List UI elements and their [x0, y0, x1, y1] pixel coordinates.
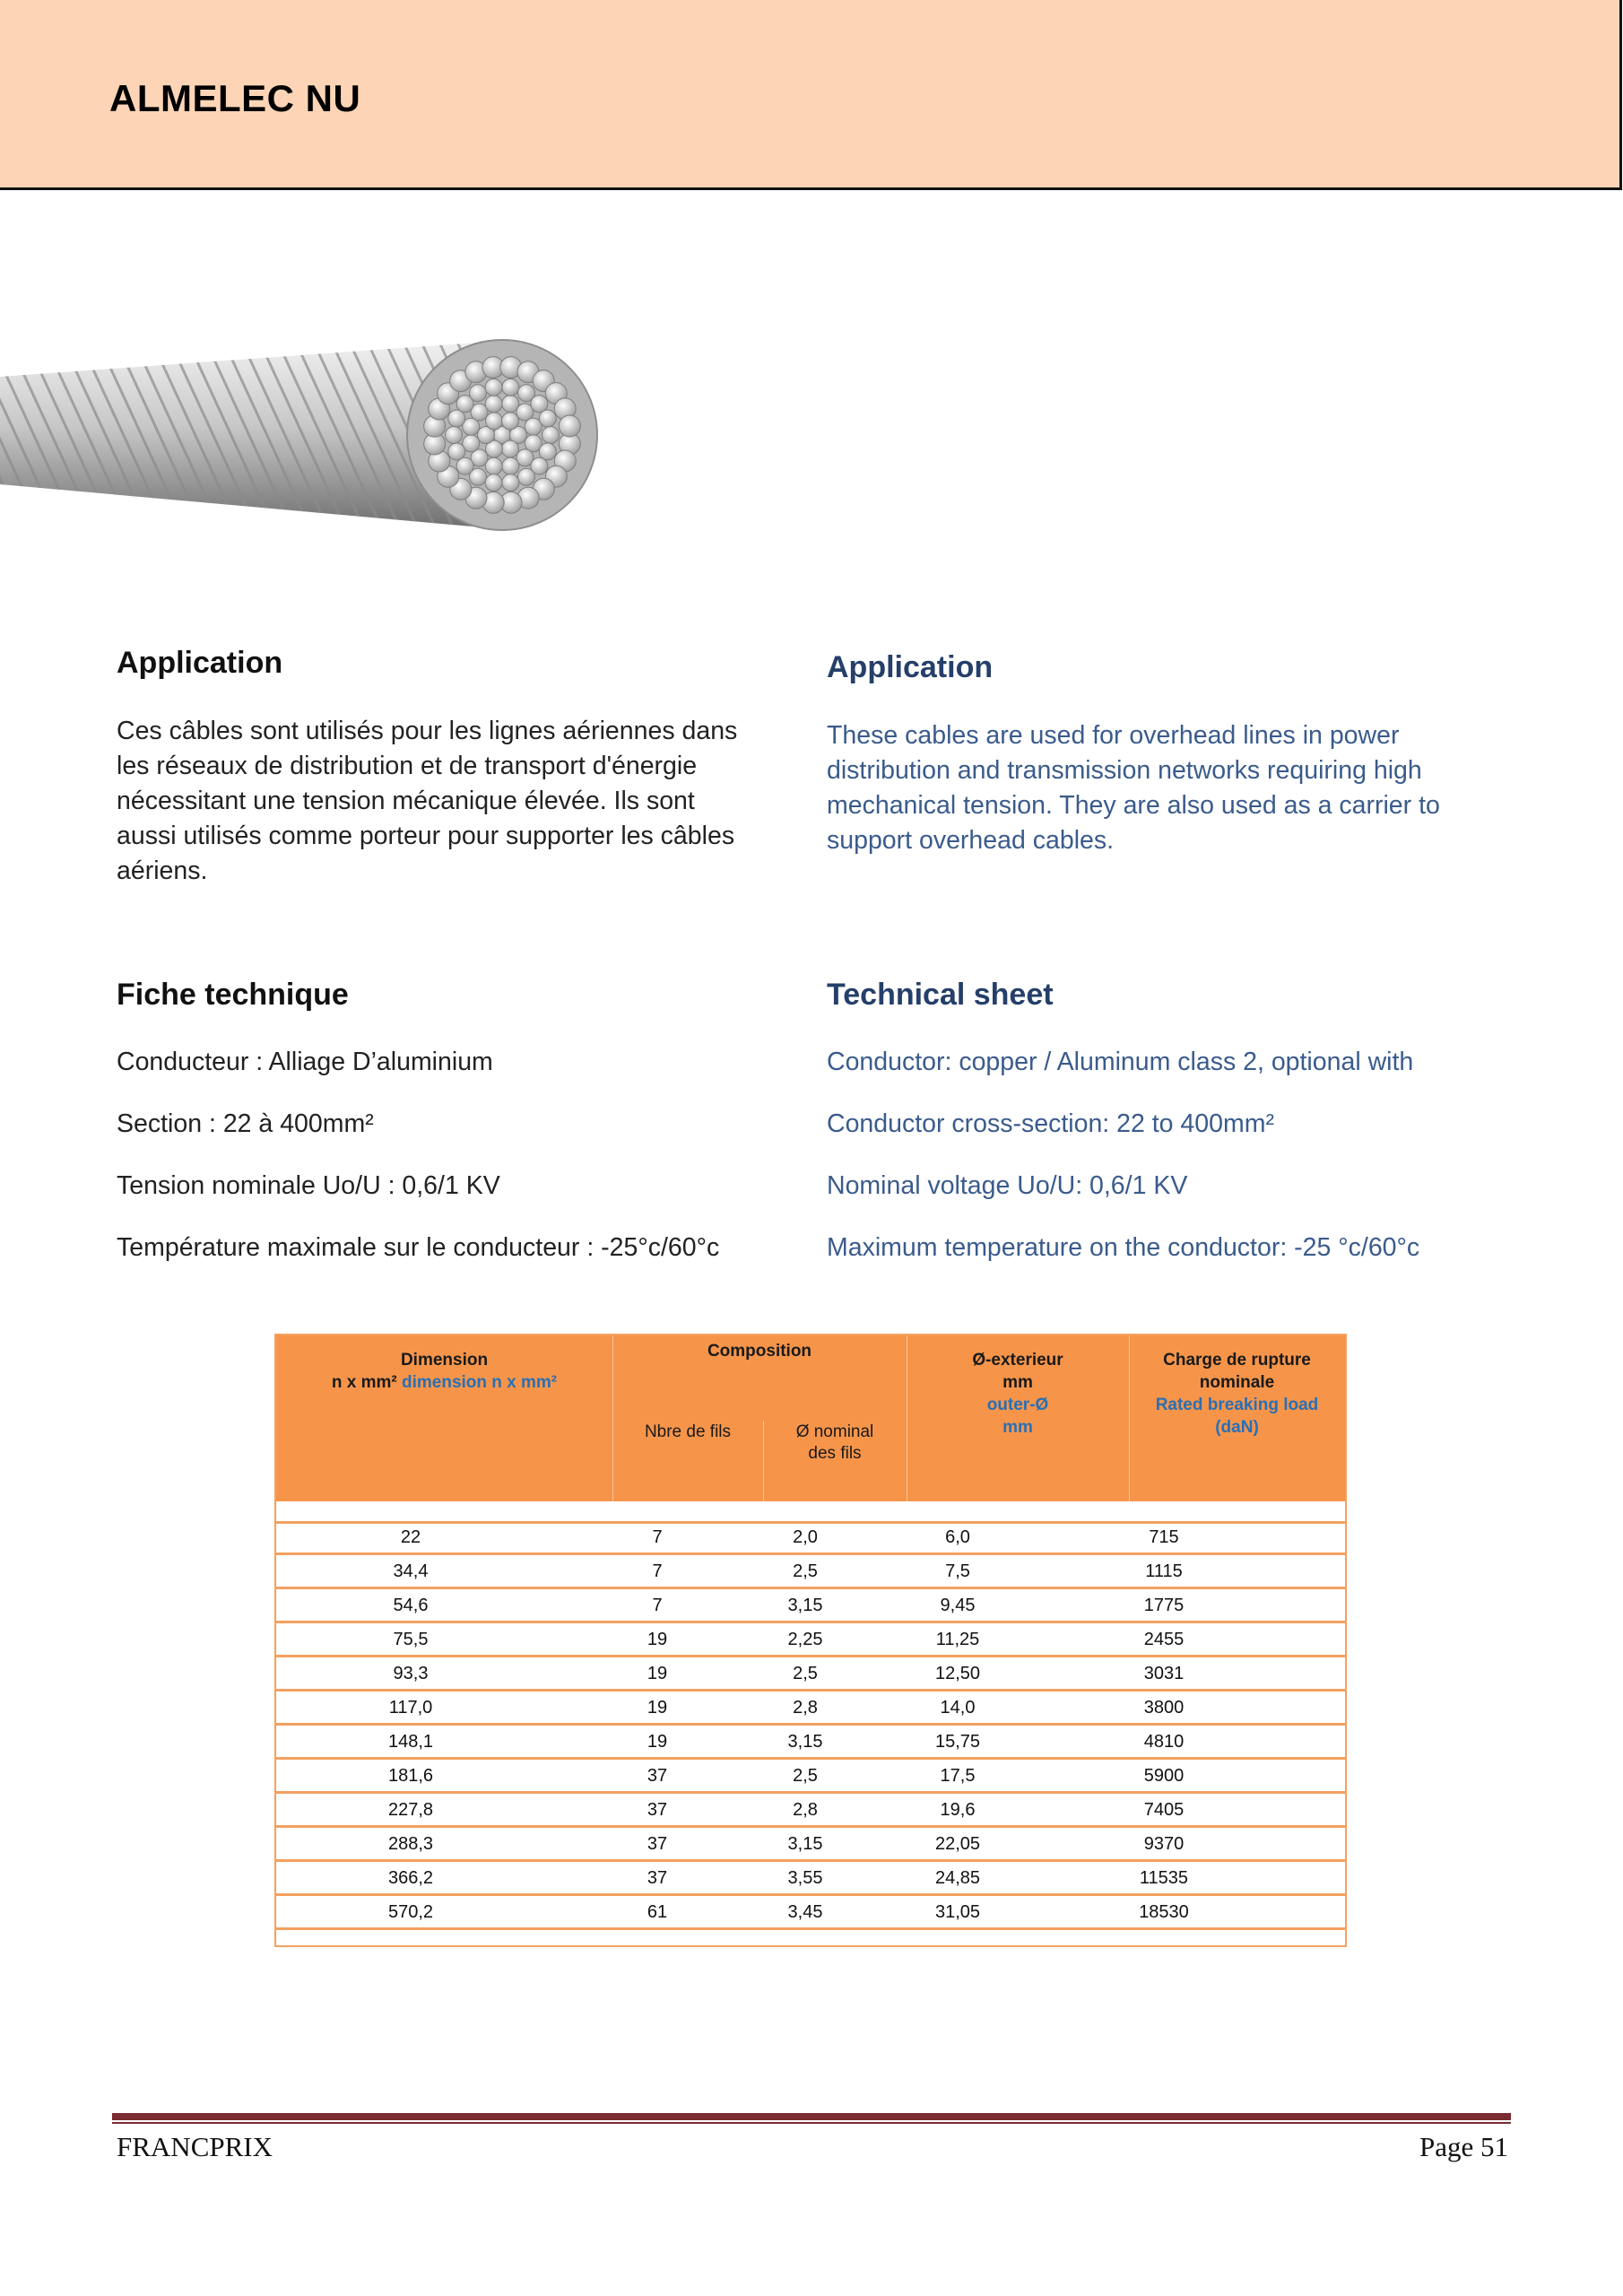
table-row [276, 1865, 1345, 1896]
cell-dimension: 288,3 [387, 1834, 434, 1854]
table-row [276, 1524, 1345, 1555]
table-row [276, 1592, 1345, 1623]
cell-load: 9370 [1143, 1834, 1185, 1854]
cell-dimension: 93,3 [393, 1664, 429, 1683]
cell-exterior: 15,75 [934, 1732, 981, 1752]
header-dimension: Dimension n x mm² dimension n x mm² [331, 1351, 558, 1392]
cell-dimension: 570,2 [387, 1902, 434, 1922]
cell-nominal: 2,0 [793, 1527, 818, 1547]
en-tech-title: Technical sheet [827, 978, 1054, 1012]
cell-nb-fils: 37 [647, 1800, 668, 1820]
cell-load: 1115 [1145, 1561, 1183, 1581]
fr-spec-voltage: Tension nominale Uo/U : 0,6/1 KV [117, 1171, 500, 1200]
cell-nominal: 2,5 [793, 1561, 818, 1581]
en-spec-temperature: Maximum temperature on the conductor: -25 °c/60°c [827, 1233, 1420, 1262]
table-row [276, 1728, 1345, 1760]
header-exterior-diameter: Ø-exterieur mm outer-Ø mm [972, 1351, 1063, 1437]
cell-nb-fils: 7 [652, 1596, 663, 1615]
table-row [276, 1660, 1345, 1692]
cell-load: 7405 [1143, 1800, 1185, 1820]
cell-nominal: 2,5 [793, 1766, 818, 1786]
cell-load: 1775 [1143, 1596, 1185, 1615]
header-breaking-load: Charge de rupture nominale Rated breaking load (daN) [1155, 1351, 1319, 1437]
table-spacer-row [276, 1501, 1345, 1524]
fr-application-text: Ces câbles sont utilisés pour les lignes aériennes dans les réseaux de distribution et de transport d'énergie nécessitant une tension mécanique élevée. Ils sont aussi utilisés comme porteur pour supporter les câbles aériens. [117, 717, 738, 885]
footer-rule [112, 2113, 1511, 2120]
table-row [276, 1626, 1345, 1657]
cell-exterior: 14,0 [940, 1698, 976, 1718]
en-spec-section: Conductor cross-section: 22 to 400mm² [827, 1109, 1274, 1138]
cell-dimension: 148,1 [387, 1732, 434, 1752]
en-spec-conductor: Conductor: copper / Aluminum class 2, optional with [827, 1048, 1414, 1076]
footer-page-number: Page 51 [1419, 2131, 1508, 2162]
cell-load: 2455 [1143, 1630, 1185, 1649]
cell-nominal: 3,15 [787, 1732, 823, 1752]
cell-nb-fils: 37 [647, 1766, 668, 1786]
cell-nb-fils: 19 [647, 1630, 668, 1649]
cell-dimension: 366,2 [387, 1868, 434, 1888]
cell-exterior: 12,50 [934, 1664, 981, 1683]
cell-dimension: 227,8 [387, 1800, 434, 1820]
header-nominal: Ø nominal des fils [795, 1422, 874, 1463]
cell-dimension: 181,6 [387, 1766, 434, 1786]
cell-nb-fils: 19 [647, 1664, 668, 1683]
cell-exterior: 17,5 [940, 1766, 976, 1786]
cell-load: 715 [1149, 1527, 1179, 1547]
cell-dimension: 54,6 [393, 1596, 429, 1615]
cell-nb-fils: 7 [652, 1561, 663, 1581]
cell-nb-fils: 61 [647, 1902, 668, 1922]
cell-dimension: 75,5 [393, 1630, 429, 1649]
fr-spec-temperature: Température maximale sur le conducteur : -25°c/60°c [117, 1233, 720, 1262]
cell-nominal: 3,45 [787, 1902, 823, 1922]
fr-tech-title: Fiche technique [117, 978, 349, 1012]
table-header [276, 1335, 1345, 1501]
cell-exterior: 31,05 [934, 1902, 981, 1922]
cell-nb-fils: 19 [647, 1698, 668, 1718]
cell-nb-fils: 37 [647, 1868, 668, 1888]
cell-nb-fils: 37 [647, 1834, 668, 1854]
header-nb-fils: Nbre de fils [644, 1422, 732, 1441]
specification-table [274, 1334, 1347, 1947]
cell-nominal: 2,8 [793, 1800, 818, 1820]
en-application-text: These cables are used for overhead lines in power distribution and transmission networks requiring high mechanical tension. They are also used as a carrier to support overhead cables. [827, 721, 1440, 855]
table-row [276, 1796, 1345, 1828]
cell-exterior: 19,6 [940, 1800, 976, 1820]
table-row [276, 1762, 1345, 1794]
cell-dimension: 34,4 [393, 1561, 429, 1581]
table-row [276, 1831, 1345, 1862]
cell-load: 3800 [1143, 1698, 1185, 1718]
footer-company: FRANCPRIX [117, 2131, 273, 2162]
fr-spec-section: Section : 22 à 400mm² [117, 1109, 374, 1138]
cell-exterior: 24,85 [934, 1868, 981, 1888]
page-header [0, 0, 1622, 190]
cell-exterior: 7,5 [945, 1561, 970, 1581]
fr-application-title: Application [117, 646, 283, 680]
cell-exterior: 11,25 [935, 1630, 980, 1649]
cell-exterior: 9,45 [940, 1596, 976, 1615]
cell-nominal: 3,15 [787, 1834, 823, 1854]
cell-load: 4810 [1143, 1732, 1185, 1752]
en-spec-voltage: Nominal voltage Uo/U: 0,6/1 KV [827, 1171, 1188, 1200]
cell-dimension: 22 [400, 1527, 421, 1547]
cell-exterior: 6,0 [945, 1527, 970, 1547]
cell-dimension: 117,0 [388, 1698, 433, 1718]
table-row [276, 1694, 1345, 1726]
cable-strand-illustration [0, 323, 610, 556]
cell-nominal: 3,55 [787, 1868, 823, 1888]
page-title: ALMELEC NU [109, 77, 361, 119]
table-row [276, 1899, 1345, 1930]
cell-exterior: 22,05 [934, 1834, 981, 1854]
cell-nominal: 2,8 [793, 1698, 818, 1718]
table-row [276, 1558, 1345, 1589]
cell-nb-fils: 19 [647, 1732, 668, 1752]
cell-load: 11535 [1139, 1868, 1189, 1888]
header-composition: Composition [707, 1342, 812, 1361]
cell-nominal: 2,5 [793, 1664, 818, 1683]
cell-nb-fils: 7 [652, 1527, 663, 1547]
en-application-title: Application [827, 650, 994, 684]
fr-spec-conductor: Conducteur : Alliage D’aluminium [117, 1048, 493, 1076]
cell-load: 5900 [1143, 1766, 1185, 1786]
cell-nominal: 3,15 [787, 1596, 823, 1615]
footer-rule-thin [112, 2122, 1511, 2124]
cell-load: 18530 [1139, 1902, 1189, 1922]
cell-nominal: 2,25 [787, 1630, 823, 1649]
cell-load: 3031 [1143, 1664, 1185, 1683]
